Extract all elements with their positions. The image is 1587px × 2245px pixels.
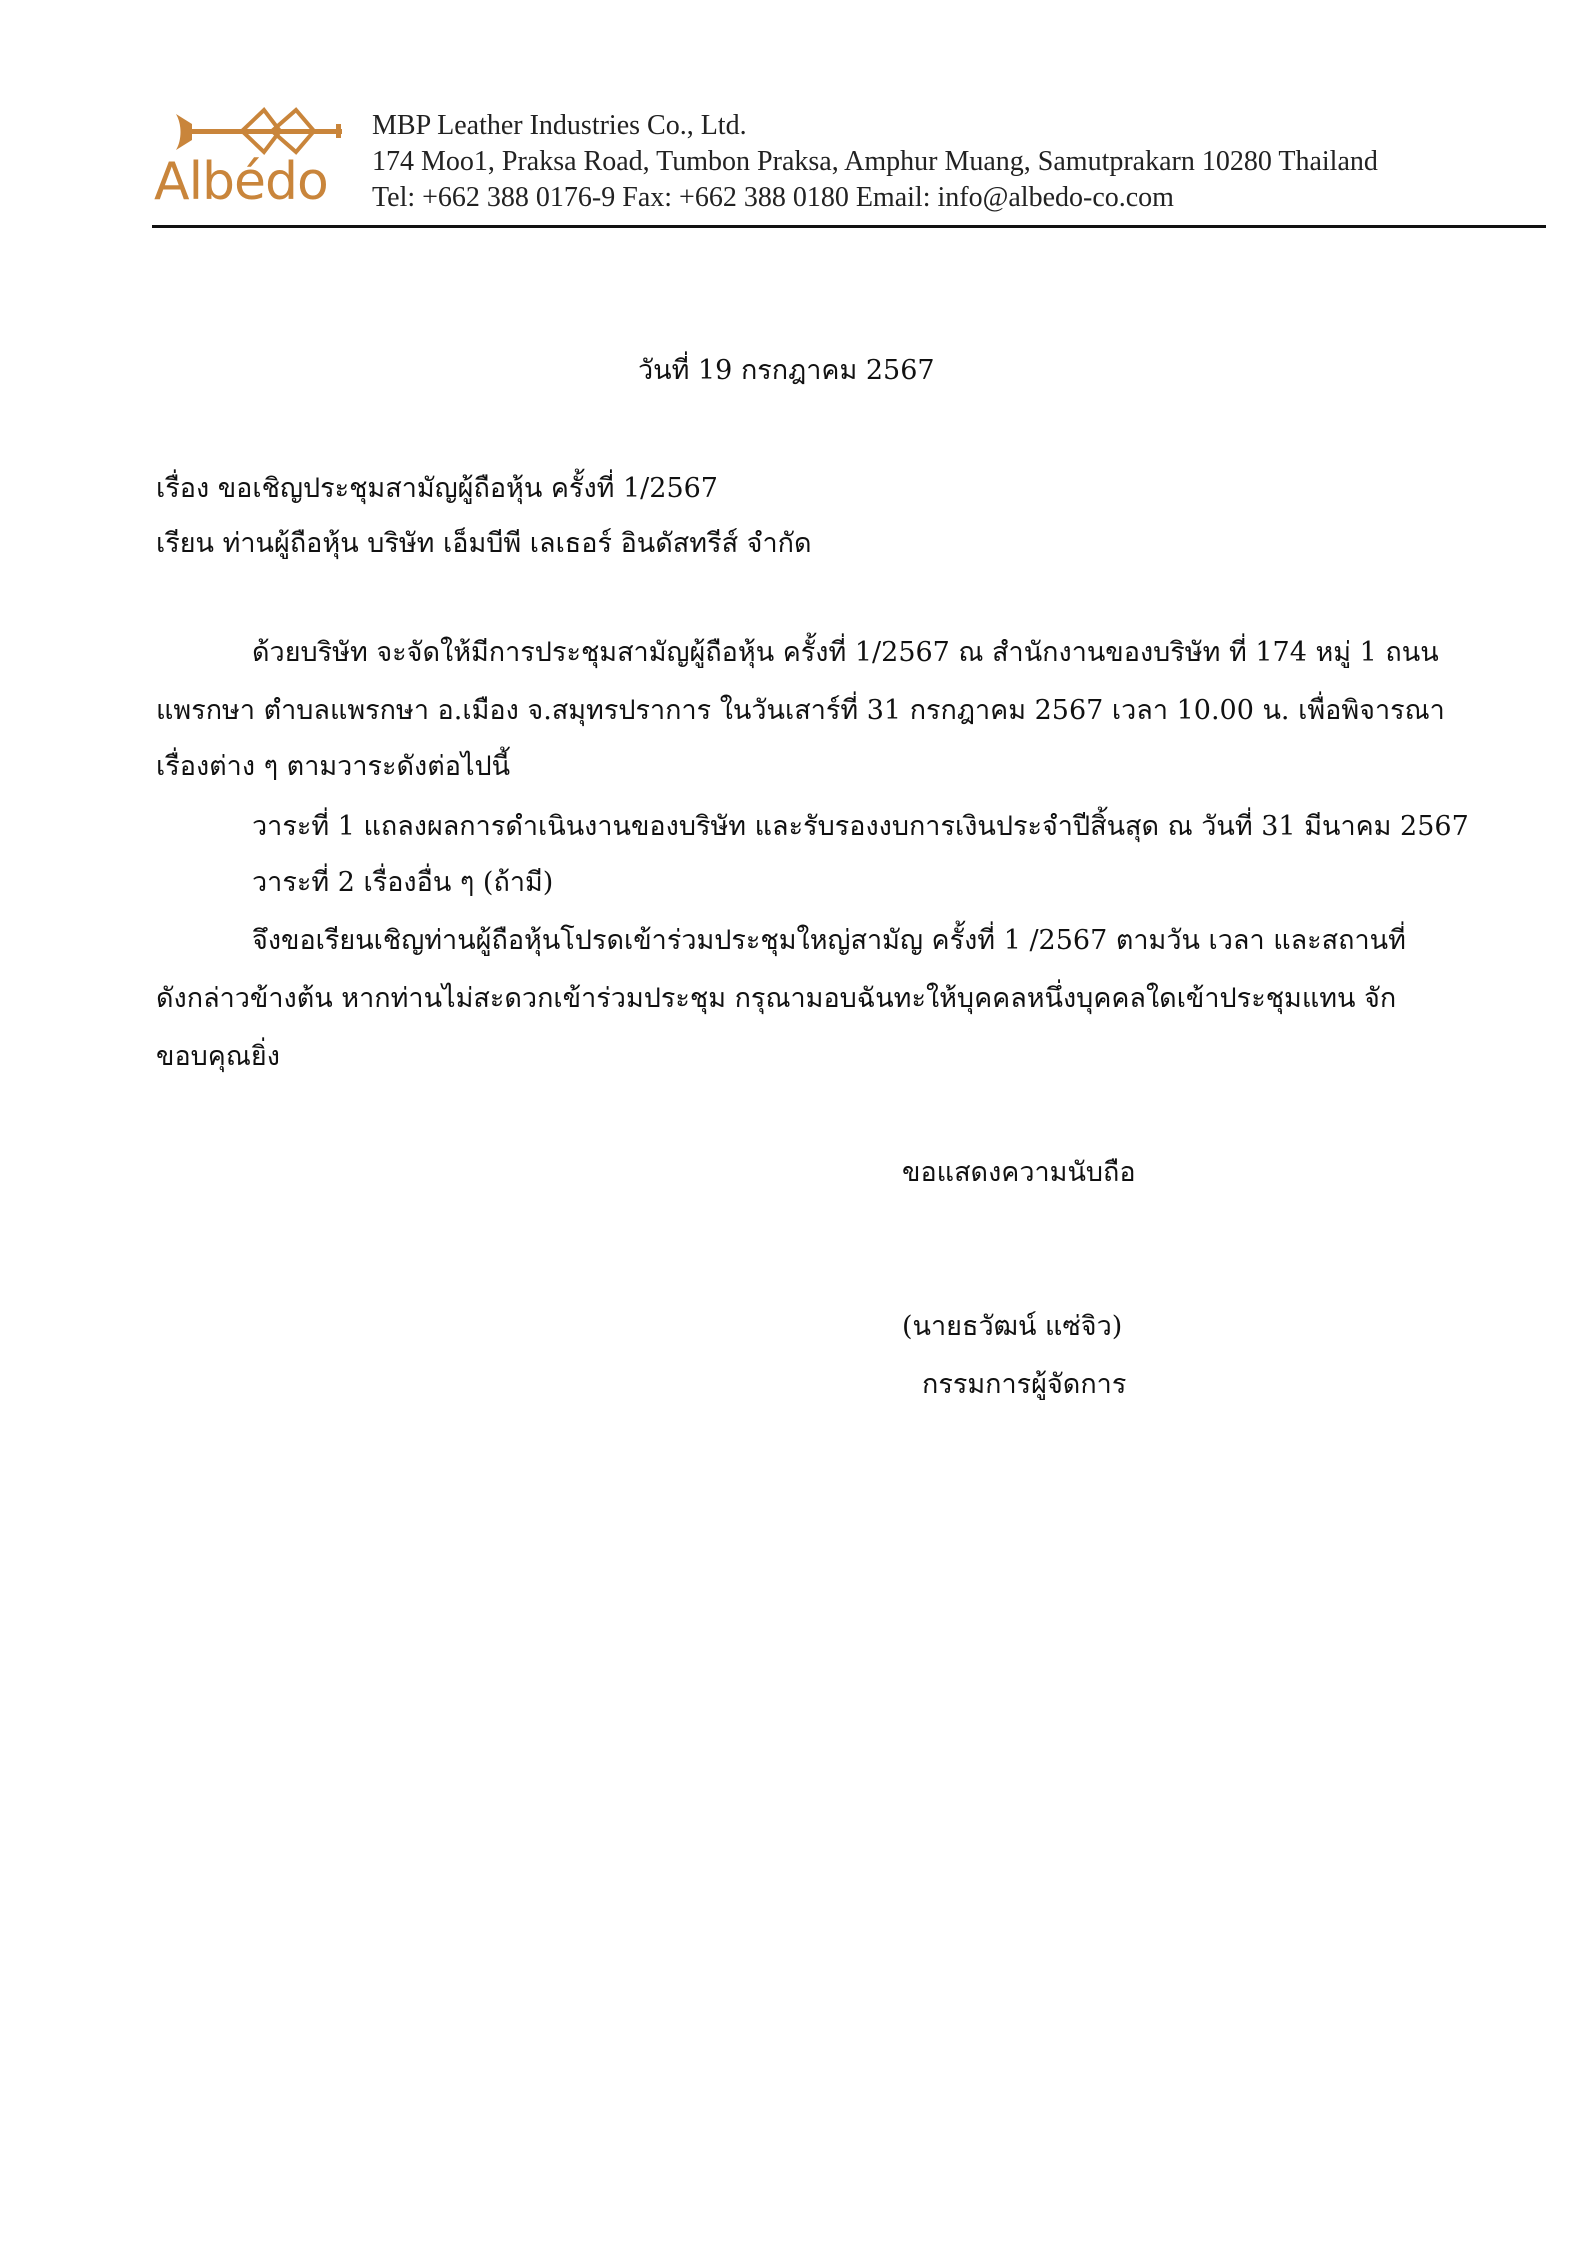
company-address: 174 Moo1, Praksa Road, Tumbon Praksa, Amphur Muang, Samutprakarn 10280 Thailand bbox=[372, 146, 1378, 177]
invitation-paragraph-line: ดังกล่าวข้างต้น หากท่านไม่สะดวกเข้าร่วมประชุม กรุณามอบฉันทะให้บุคคลหนึ่งบุคคลใดเข้าประชุมแทน จัก bbox=[156, 983, 1397, 1014]
signatory-name: (นายธวัฒน์ แซ่จิว) bbox=[902, 1311, 1123, 1342]
body-paragraph-line: เรื่องต่าง ๆ ตามวาระดังต่อไปนี้ bbox=[156, 751, 511, 782]
invitation-paragraph-line: ขอบคุณยิ่ง bbox=[156, 1041, 280, 1072]
letter-subject: เรื่อง ขอเชิญประชุมสามัญผู้ถือหุ้น ครั้งที่ 1/2567 bbox=[156, 473, 718, 504]
body-paragraph-line: ด้วยบริษัท จะจัดให้มีการประชุมสามัญผู้ถือหุ้น ครั้งที่ 1/2567 ณ สำนักงานของบริษัท ที่ 174 หมู่ 1 ถนน bbox=[252, 637, 1439, 668]
company-info bbox=[372, 108, 1378, 216]
letterhead bbox=[152, 100, 1542, 230]
agenda-item-1: วาระที่ 1 แถลงผลการดำเนินงานของบริษัท และรับรองงบการเงินประจำปีสิ้นสุด ณ วันที่ 31 มีนาคม 2567 bbox=[252, 811, 1469, 842]
invitation-paragraph-line: จึงขอเรียนเชิญท่านผู้ถือหุ้นโปรดเข้าร่วมประชุมใหญ่สามัญ ครั้งที่ 1 /2567 ตามวัน เวลา และสถานที่ bbox=[252, 925, 1406, 956]
body-paragraph-line: แพรกษา ตำบลแพรกษา อ.เมือง จ.สมุทรปราการ ในวันเสาร์ที่ 31 กรกฎาคม 2567 เวลา 10.00 น. เพื่อพิจารณา bbox=[156, 695, 1445, 726]
closing-salutation: ขอแสดงความนับถือ bbox=[902, 1157, 1136, 1188]
company-name: MBP Leather Industries Co., Ltd. bbox=[372, 110, 747, 141]
signatory-title: กรรมการผู้จัดการ bbox=[922, 1369, 1127, 1400]
letter-recipient: เรียน ท่านผู้ถือหุ้น บริษัท เอ็มบีพี เลเธอร์ อินดัสทรีส์ จำกัด bbox=[156, 528, 812, 559]
company-contact: Tel: +662 388 0176-9 Fax: +662 388 0180 Email: info@albedo-co.com bbox=[372, 182, 1174, 213]
header-divider bbox=[152, 225, 1546, 228]
trumpet-logo-icon bbox=[172, 100, 352, 160]
agenda-item-2: วาระที่ 2 เรื่องอื่น ๆ (ถ้ามี) bbox=[252, 867, 554, 898]
letter-date: วันที่ 19 กรกฎาคม 2567 bbox=[638, 355, 935, 386]
logo-wordmark: Albédo bbox=[154, 152, 328, 212]
company-logo bbox=[152, 100, 362, 215]
